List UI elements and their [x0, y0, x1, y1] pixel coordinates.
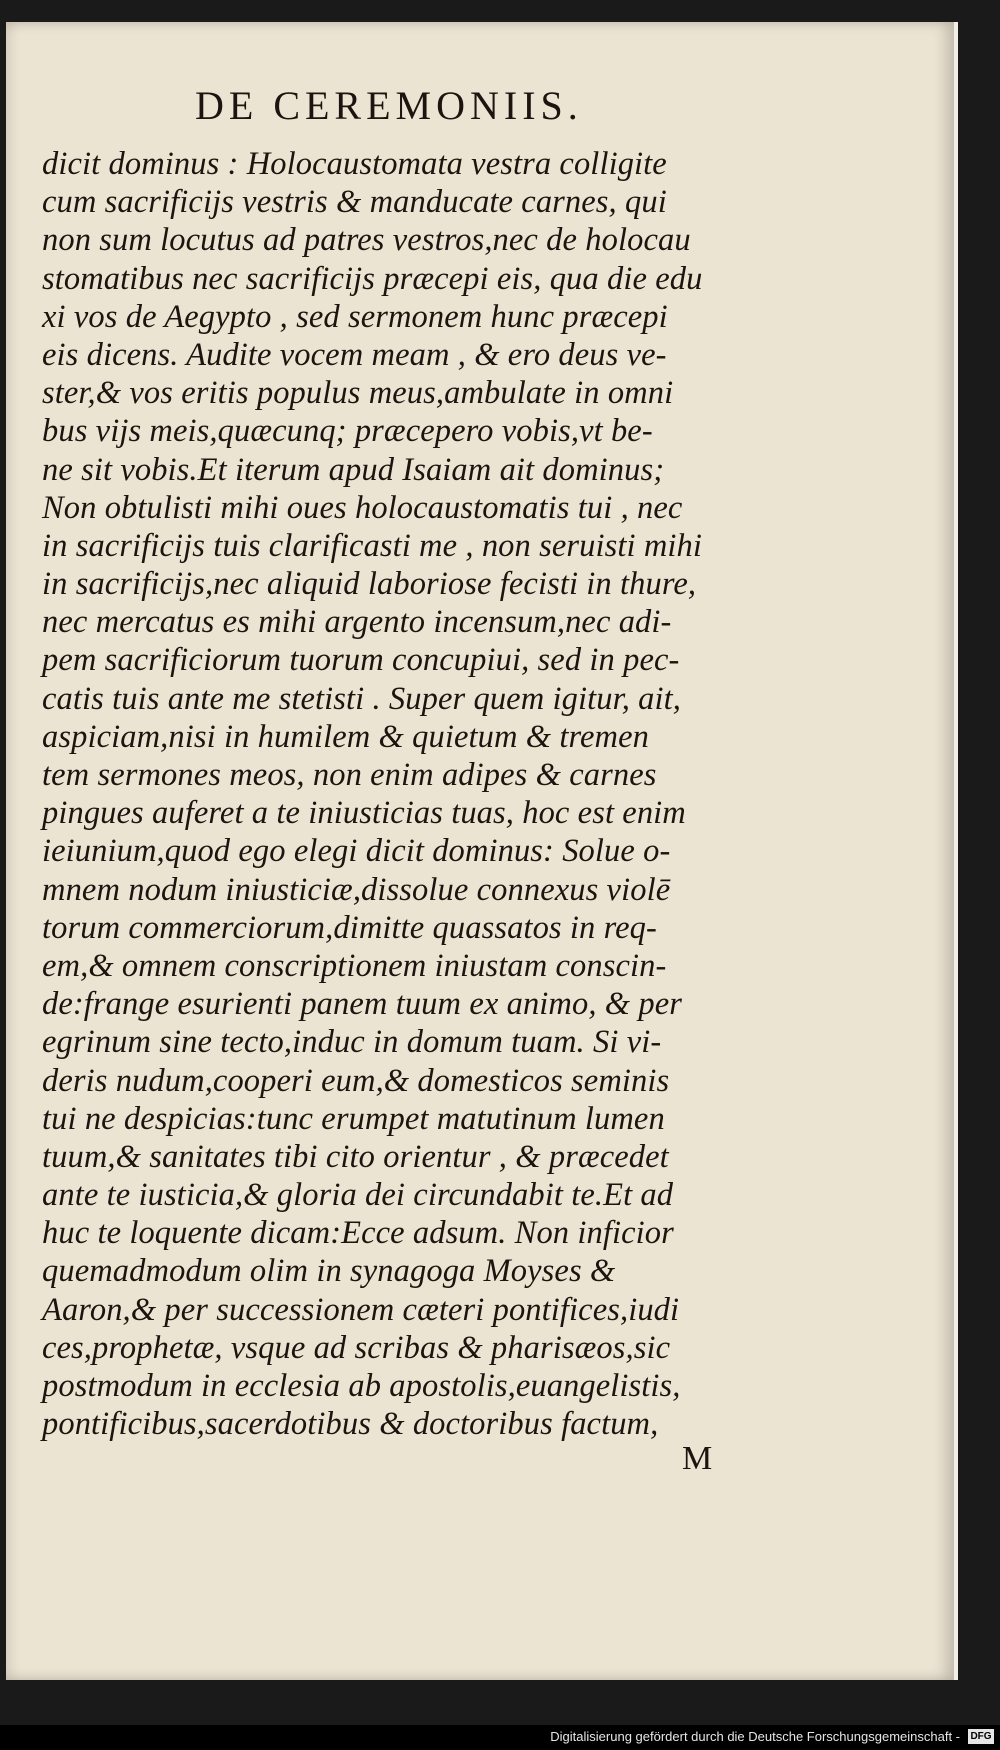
footer-bar — [0, 1725, 1000, 1750]
text-line: torum commerciorum,dimitte quassatos in req- — [42, 909, 657, 946]
page-edge — [954, 22, 958, 1680]
text-line: tuum,& sanitates tibi cito orientur , & præcedet — [42, 1138, 669, 1175]
text-line: dicit dominus : Holocaustomata vestra colligite — [42, 146, 667, 182]
text-line: ieiunium,quod ego elegi dicit dominus: Solue o- — [42, 833, 671, 870]
text-line: pingues auferet a te iniusticias tuas, hoc est enim — [42, 795, 686, 832]
text-line: de:frange esurienti panem tuum ex animo, & per — [42, 986, 683, 1023]
text-line: non sum locutus ad patres vestros,nec de holocau — [42, 222, 691, 259]
body-text — [42, 145, 822, 1443]
text-line: mnem nodum iniusticiæ,dissolue connexus violē — [42, 871, 671, 908]
text-line: deris nudum,cooperi eum,& domesticos seminis — [42, 1062, 670, 1099]
text-line: in sacrificijs tuis clarificasti me , non seruisti mihi — [42, 527, 703, 564]
text-line: tui ne despicias:tunc erumpet matutinum lumen — [42, 1100, 665, 1137]
text-line: pontificibus,sacerdotibus & doctoribus factum, — [42, 1406, 659, 1443]
signature-mark: M — [682, 1440, 713, 1477]
text-line: stomatibus nec sacrificijs præcepi eis, qua die edu — [42, 260, 703, 297]
text-line: ces,prophetæ, vsque ad scribas & pharisæos,sic — [42, 1329, 671, 1366]
funding-credit: Digitalisierung gefördert durch die Deutsche Forschungsgemeinschaft - — [550, 1729, 960, 1744]
text-line: bus vijs meis,quæcunq; præcepero vobis,vt be- — [42, 413, 653, 450]
text-line: aspiciam,nisi in humilem & quietum & tremen — [42, 718, 649, 755]
text-line: nec mercatus es mihi argento incensum,nec adi- — [42, 604, 672, 641]
text-line: Aaron,& per successionem cæteri pontifices,iudi — [42, 1291, 680, 1328]
text-line: em,& omnem conscriptionem iniustam conscin- — [42, 947, 667, 984]
text-line: xi vos de Aegypto , sed sermonem hunc præcepi — [42, 298, 668, 335]
text-line: cum sacrificijs vestris & manducate carnes, qui — [42, 184, 667, 221]
text-line: pem sacrificiorum tuorum concupiui, sed in pec- — [42, 642, 680, 679]
text-line: huc te loquente dicam:Ecce adsum. Non inficior — [42, 1215, 674, 1252]
text-line: ster,& vos eritis populus meus,ambulate in omni — [42, 375, 674, 412]
text-line: postmodum in ecclesia ab apostolis,euangelistis, — [42, 1368, 681, 1404]
text-line: in sacrificijs,nec aliquid laboriose fecisti in thure, — [42, 566, 697, 603]
text-line: quemadmodum olim in synagoga Moyses & — [42, 1253, 616, 1290]
running-head: DE CEREMONIIS. — [195, 83, 583, 128]
text-line: ne sit vobis.Et iterum apud Isaiam ait dominus; — [42, 451, 665, 488]
text-line: tem sermones meos, non enim adipes & carnes — [42, 757, 657, 793]
text-line: catis tuis ante me stetisti . Super quem igitur, ait, — [42, 680, 682, 717]
dfg-logo: DFG — [968, 1729, 994, 1744]
text-line: eis dicens. Audite vocem meam , & ero deus ve- — [42, 336, 667, 373]
text-line: Non obtulisti mihi oues holocaustomatis tui , nec — [42, 489, 683, 526]
text-line: ante te iusticia,& gloria dei circundabit te.Et ad — [42, 1177, 674, 1214]
text-line: egrinum sine tecto,induc in domum tuam. Si vi- — [42, 1024, 662, 1061]
